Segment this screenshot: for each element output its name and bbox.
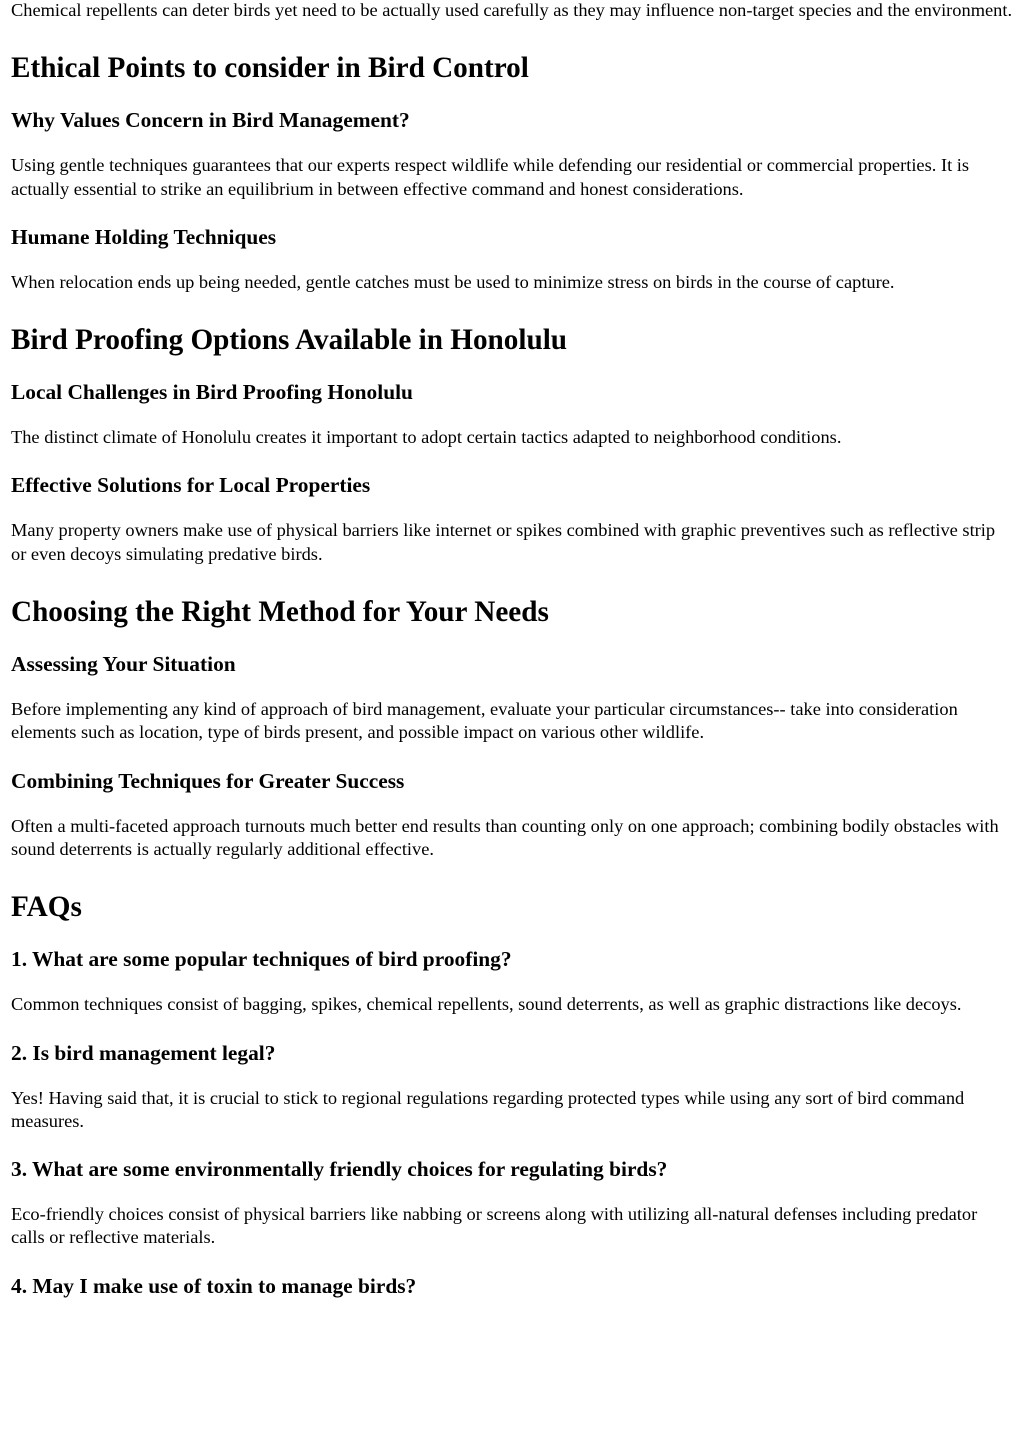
paragraph-local-challenges: The distinct climate of Honolulu creates it important to adopt certain tactics adapted to neighborhood conditions. xyxy=(11,427,842,448)
faq-answer-2: Yes! Having said that, it is crucial to stick to regional regulations regarding protected types while using any sort of bird command measures. xyxy=(11,1087,965,1131)
subheading-combining: Combining Techniques for Greater Success xyxy=(11,768,405,793)
section-heading-faqs: FAQs xyxy=(11,891,82,924)
subheading-humane-holding: Humane Holding Techniques xyxy=(11,224,277,249)
faq-answer-1: Common techniques consist of bagging, spikes, chemical repellents, sound deterrents, as well as graphic distractions like decoys. xyxy=(11,994,962,1015)
faq-question-3: 3. What are some environmentally friendly choices for regulating birds? xyxy=(11,1157,668,1182)
section-heading-honolulu: Bird Proofing Options Available in Honolulu xyxy=(11,324,568,357)
paragraph-combining: Often a multi-faceted approach turnouts much better end results than counting only on one approach; combining bodily obstacles with sound deterrents is actually regularly additional effective. xyxy=(11,815,999,859)
paragraph-effective-solutions: Many property owners make use of physical barriers like internet or spikes combined with graphic preventives such as reflective strip or even decoys simulating predative birds. xyxy=(11,520,996,564)
faq-question-4: 4. May I make use of toxin to manage birds? xyxy=(11,1273,417,1298)
section-heading-choosing: Choosing the Right Method for Your Needs xyxy=(11,596,549,629)
subheading-assessing: Assessing Your Situation xyxy=(11,652,236,677)
faq-answer-3: Eco-friendly choices consist of physical barriers like nabbing or screens along with utilizing all-natural defenses including predator calls or reflective materials. xyxy=(11,1204,978,1248)
faq-question-1: 1. What are some popular techniques of bird proofing? xyxy=(11,947,512,972)
subheading-local-challenges: Local Challenges in Bird Proofing Honolulu xyxy=(11,380,413,405)
subheading-why-values: Why Values Concern in Bird Management? xyxy=(11,108,410,133)
subheading-effective-solutions: Effective Solutions for Local Properties xyxy=(11,473,371,498)
paragraph-assessing: Before implementing any kind of approach of bird management, evaluate your particular circumstances-- take into consideration elements such as location, type of birds present, and possible impact on various other wildlife. xyxy=(11,699,958,743)
intro-paragraph: Chemical repellents can deter birds yet need to be actually used carefully as they may influence non-target species and the environment. xyxy=(11,0,1013,20)
section-heading-ethical: Ethical Points to consider in Bird Control xyxy=(11,52,529,85)
paragraph-humane-holding: When relocation ends up being needed, gentle catches must be used to minimize stress on birds in the course of capture. xyxy=(11,271,895,292)
faq-question-2: 2. Is bird management legal? xyxy=(11,1040,276,1065)
paragraph-why-values: Using gentle techniques guarantees that our experts respect wildlife while defending our residential or commercial properties. It is actually essential to strike an equilibrium in between effective command and honest considerations. xyxy=(11,155,970,199)
